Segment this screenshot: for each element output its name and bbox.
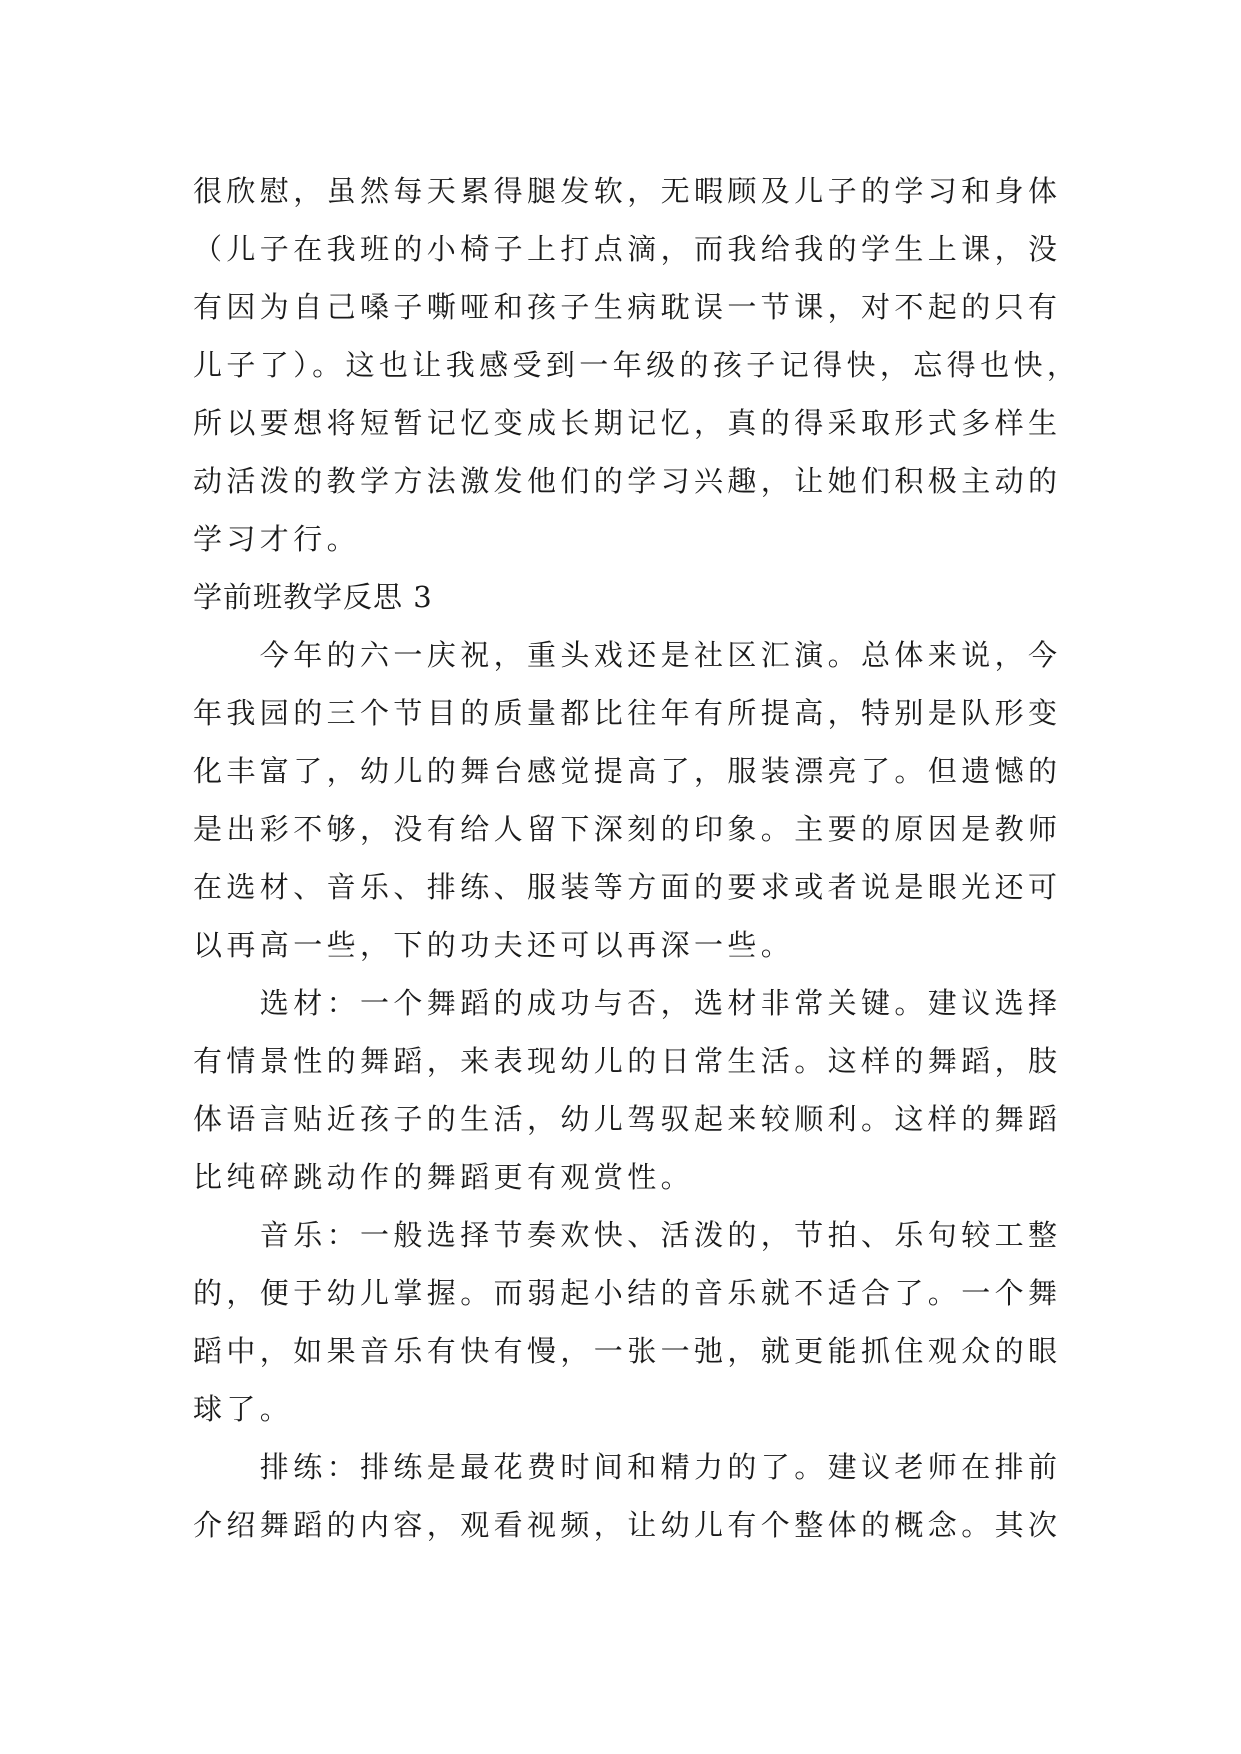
text-line: 学习才行。 — [193, 522, 361, 556]
text-line: 儿子了）。这也让我感受到一年级的孩子记得快，忘得也快， — [193, 348, 1081, 382]
text-line: 化丰富了，幼儿的舞台感觉提高了，服装漂亮了。但遗憾的 — [193, 754, 1062, 788]
text-line: 年我园的三个节目的质量都比往年有所提高，特别是队形变 — [193, 696, 1062, 730]
text-line: 所以要想将短暂记忆变成长期记忆，真的得采取形式多样生 — [193, 406, 1062, 440]
text-line: 介绍舞蹈的内容，观看视频，让幼儿有个整体的概念。其次 — [193, 1508, 1062, 1542]
text-line: 体语言贴近孩子的生活，幼儿驾驭起来较顺利。这样的舞蹈 — [193, 1102, 1062, 1136]
paragraph-2 — [193, 626, 1063, 974]
text-line: 在选材、音乐、排练、服装等方面的要求或者说是眼光还可 — [193, 870, 1062, 904]
text-line: 比纯碎跳动作的舞蹈更有观赏性。 — [193, 1160, 695, 1194]
text-line: 选材：一个舞蹈的成功与否，选材非常关键。建议选择 — [193, 986, 1062, 1020]
text-line: 球了。 — [193, 1392, 294, 1426]
text-line: （儿子在我班的小椅子上打点滴，而我给我的学生上课，没 — [193, 232, 1062, 266]
text-line: 排练：排练是最花费时间和精力的了。建议老师在排前 — [193, 1450, 1062, 1484]
text-line: 是出彩不够，没有给人留下深刻的印象。主要的原因是教师 — [193, 812, 1062, 846]
paragraph-5 — [193, 1438, 1063, 1554]
text-line: 音乐：一般选择节奏欢快、活泼的，节拍、乐句较工整 — [193, 1218, 1062, 1252]
text-line: 蹈中，如果音乐有快有慢，一张一弛，就更能抓住观众的眼 — [193, 1334, 1062, 1368]
text-line: 以再高一些，下的功夫还可以再深一些。 — [193, 928, 795, 962]
text-line: 有因为自己嗓子嘶哑和孩子生病耽误一节课，对不起的只有 — [193, 290, 1062, 324]
text-line: 动活泼的教学方法激发他们的学习兴趣，让她们积极主动的 — [193, 464, 1062, 498]
text-line: 今年的六一庆祝，重头戏还是社区汇演。总体来说，今 — [193, 638, 1062, 672]
text-line: 有情景性的舞蹈，来表现幼儿的日常生活。这样的舞蹈，肢 — [193, 1044, 1062, 1078]
document-body — [193, 162, 1081, 1554]
text-line: 的，便于幼儿掌握。而弱起小结的音乐就不适合了。一个舞 — [193, 1276, 1062, 1310]
paragraph-4 — [193, 1206, 1063, 1438]
paragraph-1 — [193, 162, 1081, 568]
section-title: 学前班教学反思 3 — [193, 580, 433, 614]
paragraph-3 — [193, 974, 1063, 1206]
text-line: 很欣慰，虽然每天累得腿发软，无暇顾及儿子的学习和身体 — [193, 174, 1062, 208]
